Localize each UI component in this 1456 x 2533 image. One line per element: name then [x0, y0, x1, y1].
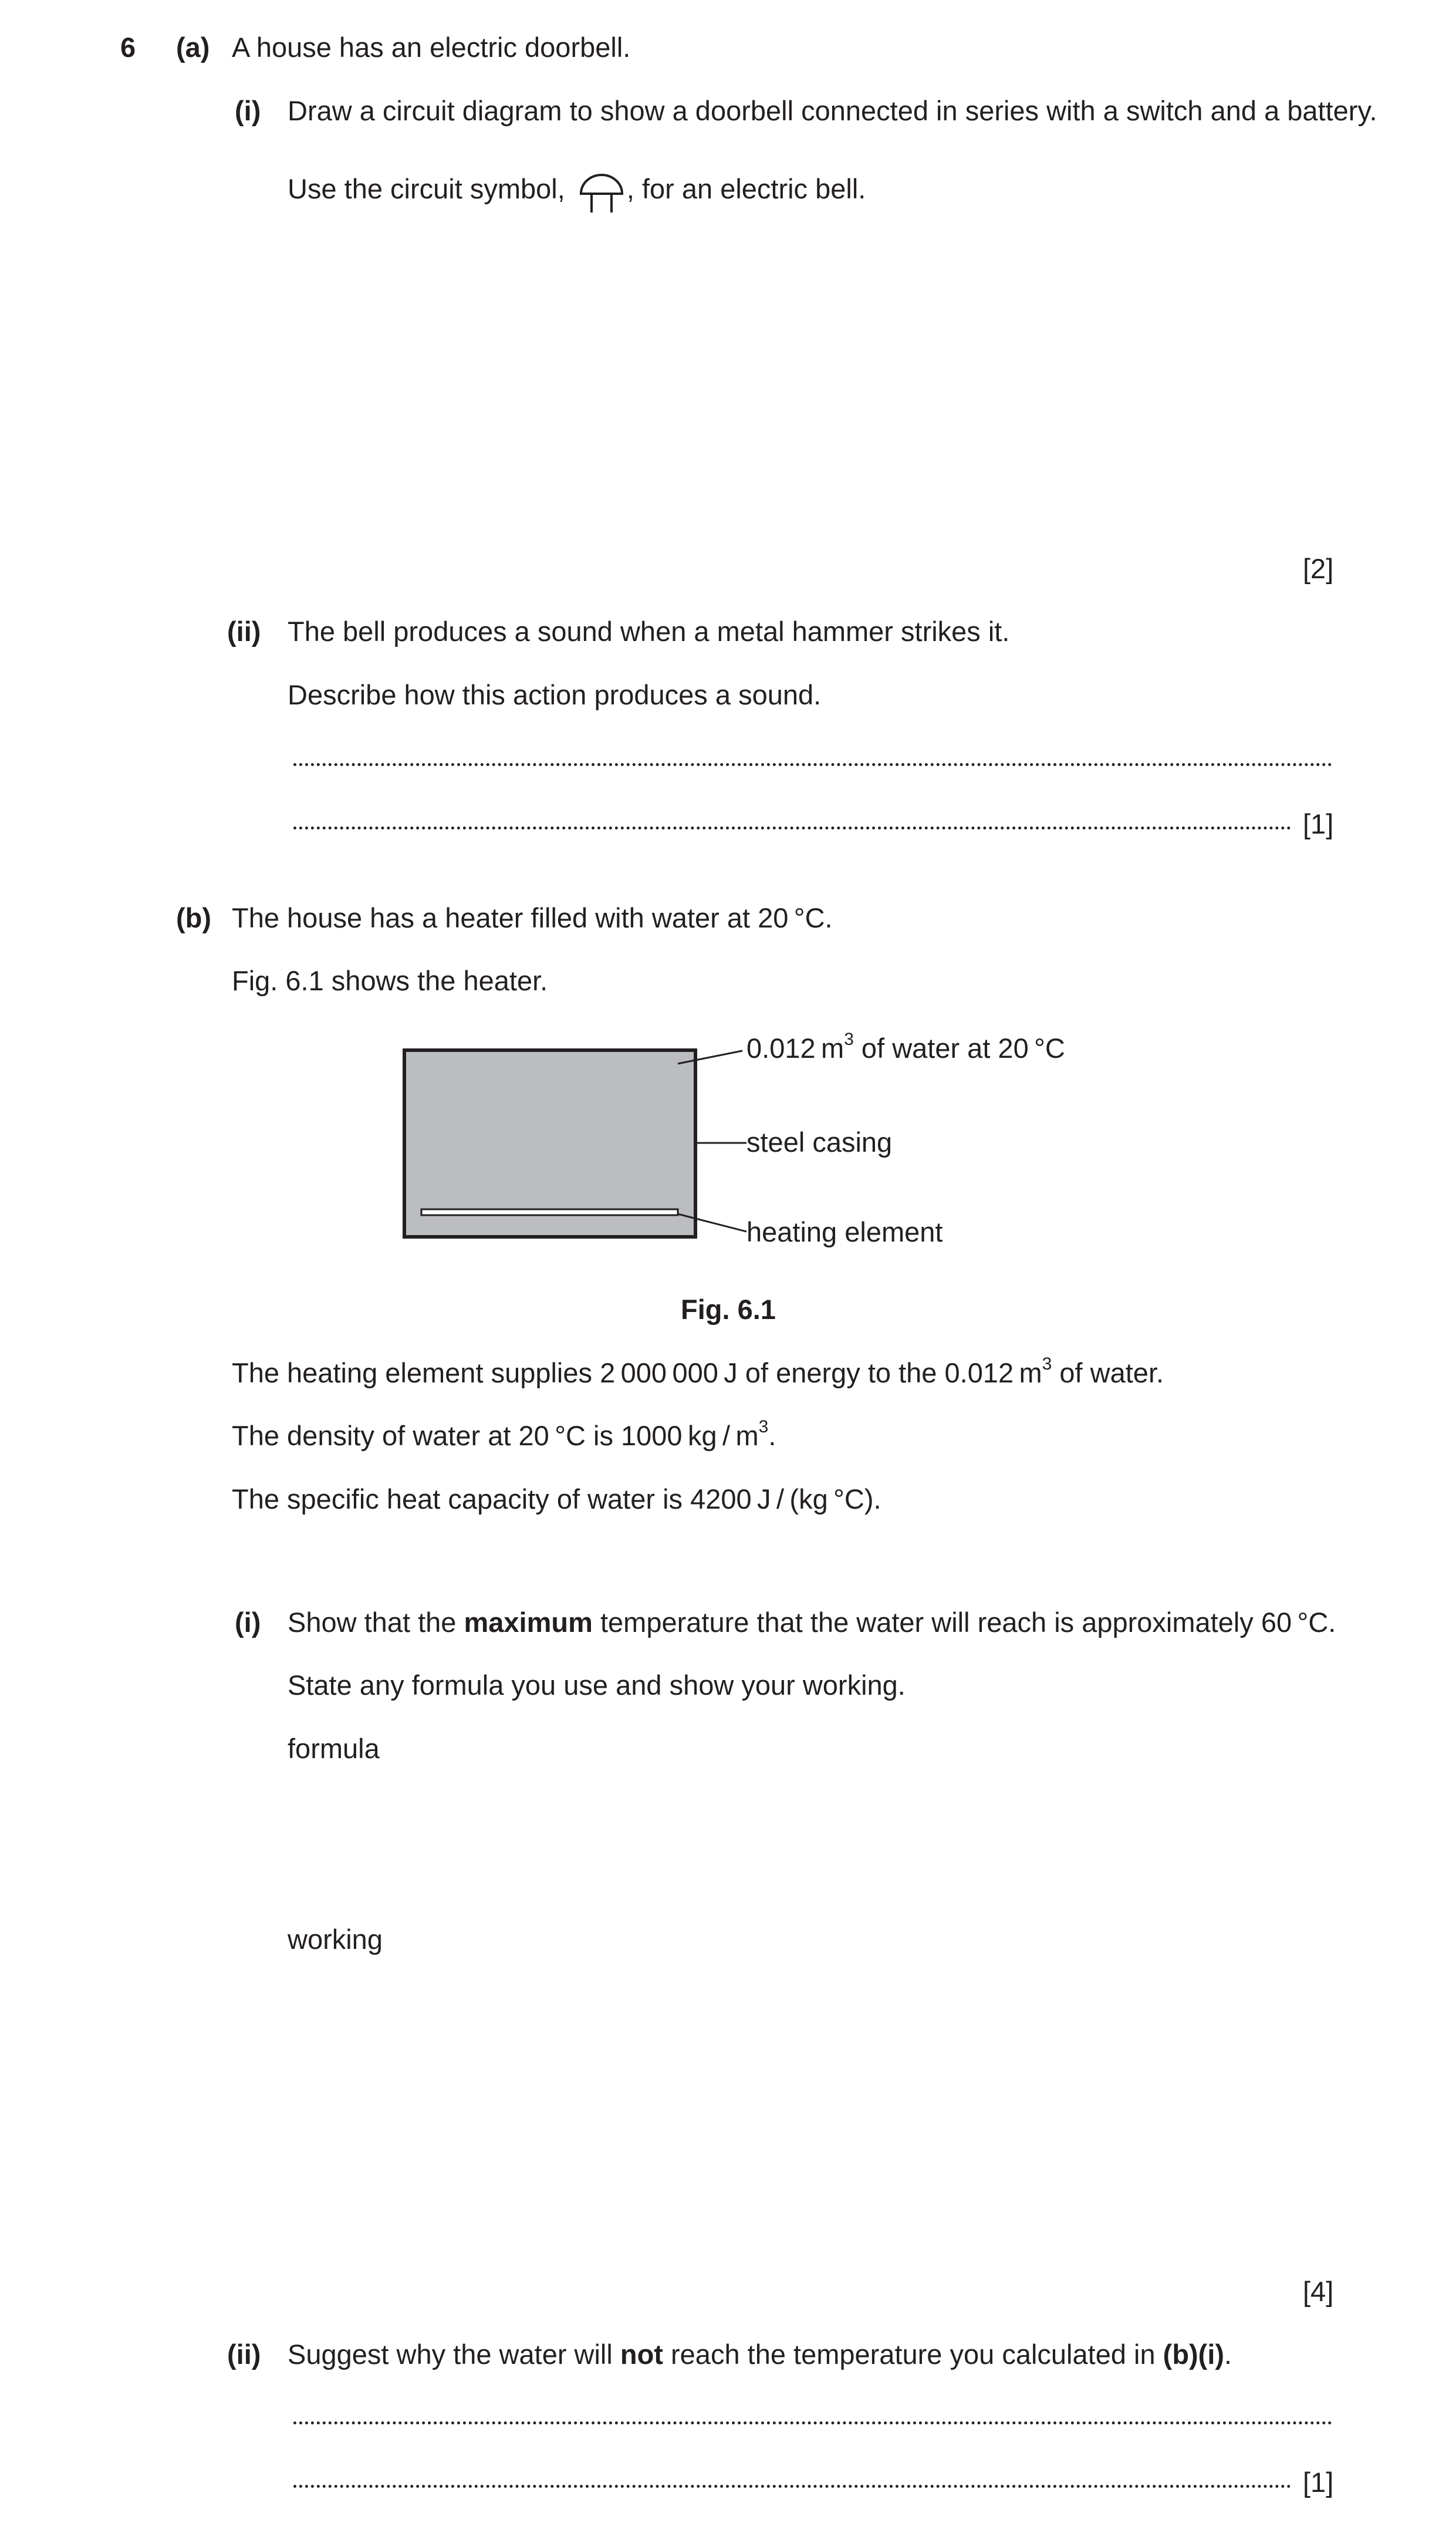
density-statement: The density of water at 20 °C is 1000 kg / $m^3$.	[232, 1417, 776, 1451]
marks-a-i: [2]	[1303, 553, 1334, 584]
part-a-i-text: Draw a circuit diagram to show a doorbell connected in series with a switch and a battery.	[288, 95, 1377, 126]
fig-intro: Fig. 6.1 shows the heater.	[232, 965, 548, 996]
element-label-leader	[678, 1214, 746, 1232]
figure-caption: Fig. 6.1	[681, 1294, 776, 1325]
part-a-stem: A house has an electric doorbell.	[232, 32, 631, 63]
energy-statement: The heating element supplies 2 000 000 J of energy to the 0.012 $m^3$ of water.	[232, 1354, 1164, 1388]
marks-b-ii: [1]	[1303, 2467, 1334, 2498]
symbol-text-before: Use the circuit symbol,	[288, 173, 565, 204]
bell-symbol-line	[288, 171, 866, 214]
marks-b-i: [4]	[1303, 2276, 1334, 2307]
fig-label-water: 0.012 $m^3$ of water at 20 °C	[746, 1030, 1065, 1064]
heater-water-tank	[404, 1050, 695, 1237]
part-b-i-text: Show that the maximum temperature that the water will reach is approximately 60 °C.	[288, 1607, 1336, 1638]
heating-element	[421, 1209, 678, 1215]
electric-bell-symbol-icon	[577, 171, 626, 214]
part-b-ii-label: (ii)	[227, 2339, 261, 2370]
marks-a-ii: [1]	[1303, 808, 1334, 839]
part-a-i-label: (i)	[235, 95, 261, 126]
part-b-i-text2: State any formula you use and show your working.	[288, 1669, 906, 1701]
part-a-label: (a)	[176, 32, 210, 63]
working-label: working	[288, 1924, 383, 1955]
part-b-i-label: (i)	[235, 1607, 261, 1638]
formula-label: formula	[288, 1733, 380, 1764]
answer-line-a-ii-2[interactable]	[293, 827, 1291, 829]
question-number: 6	[120, 32, 136, 63]
answer-line-a-ii-1[interactable]	[293, 763, 1332, 766]
part-b-stem: The house has a heater filled with water at 20 °C.	[232, 902, 833, 933]
fig-label-casing: steel casing	[746, 1126, 893, 1158]
water-label-leader	[678, 1051, 742, 1064]
symbol-text-after: , for an electric bell.	[626, 173, 866, 204]
answer-line-b-ii-2[interactable]	[293, 2485, 1291, 2488]
answer-line-b-ii-1[interactable]	[293, 2421, 1332, 2424]
part-a-ii-text2: Describe how this action produces a sound.	[288, 679, 822, 710]
part-b-ii-text: Suggest why the water will not reach the temperature you calculated in (b)(i).	[288, 2339, 1232, 2370]
shc-statement: The specific heat capacity of water is 4200 J / (kg °C).	[232, 1483, 881, 1515]
part-a-ii-label: (ii)	[227, 616, 261, 647]
part-b-label: (b)	[176, 902, 212, 933]
part-a-ii-text1: The bell produces a sound when a metal hammer strikes it.	[288, 616, 1010, 647]
fig-label-element: heating element	[746, 1216, 943, 1247]
